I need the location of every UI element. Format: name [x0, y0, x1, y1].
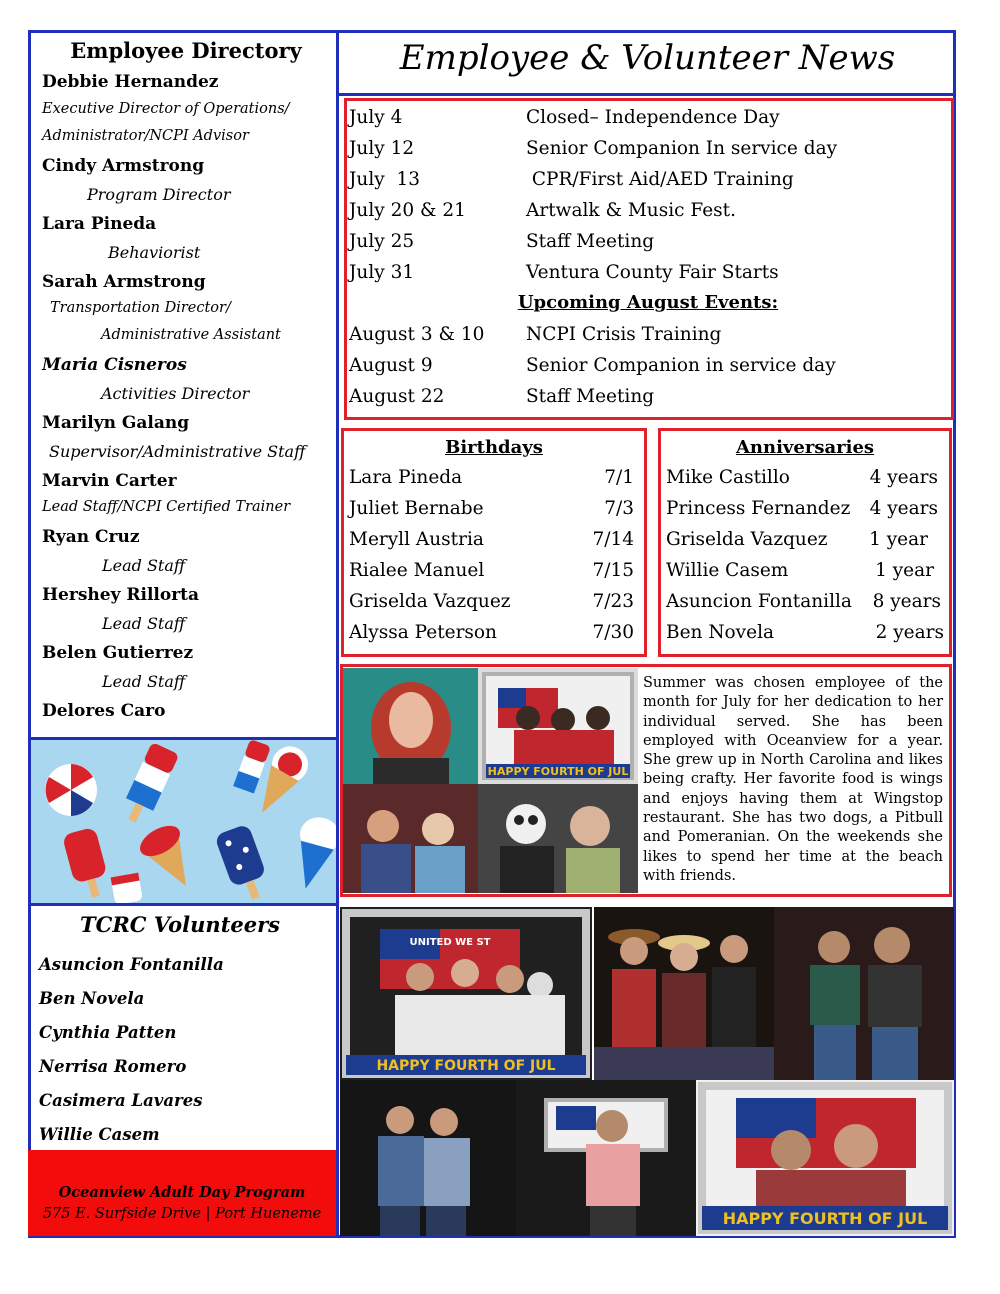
- volunteer-name: Asuncion Fontanilla: [39, 955, 224, 974]
- volunteer-name: Casimera Lavares: [39, 1091, 203, 1110]
- anniversary-years: 4 years: [869, 498, 938, 519]
- feature-text: Summer was chosen employee of the month for July for her dedication to her individual served. She has been employed with Oceanview for a year. She grew up in North Carolina and likes being crafty. Her favorite food is wings and enjoys having them at Wingstop restaurant. She has two dogs, a Pitbull and Pomeranian. On the weekends she likes to spend her time at the beach with friends.: [643, 675, 943, 884]
- birthday-name: Alyssa Peterson: [349, 622, 497, 643]
- staff-name: Delores Caro: [42, 701, 166, 721]
- staff-role: Lead Staff: [102, 614, 186, 633]
- group-photo: [478, 784, 638, 893]
- group-photo: [696, 1080, 954, 1236]
- staff-name: Lara Pineda: [42, 214, 157, 234]
- staff-role: Administrator/NCPI Advisor: [42, 128, 249, 144]
- event-desc: NCPI Crisis Training: [526, 324, 722, 345]
- august-heading: Upcoming August Events:: [517, 292, 779, 313]
- event-desc: Ventura County Fair Starts: [526, 262, 779, 283]
- popsicle-illustration: [31, 740, 336, 903]
- staff-role: Activities Director: [101, 384, 250, 403]
- birthday-name: Juliet Bernabe: [349, 498, 484, 519]
- page-title: Employee & Volunteer News: [339, 30, 956, 96]
- employee-photo: [343, 668, 478, 784]
- birthday-name: Rialee Manuel: [349, 560, 485, 581]
- svg-text:HAPPY FOURTH OF JUL: HAPPY FOURTH OF JUL: [487, 765, 629, 778]
- staff-name: Hershey Rillorta: [42, 585, 200, 605]
- footer-org: Oceanview Adult Day Program: [58, 1184, 306, 1201]
- staff-name: Sarah Armstrong: [42, 272, 206, 292]
- anniversary-years: 1 year: [869, 529, 928, 550]
- birthday-date: 7/23: [592, 591, 634, 612]
- anniversary-years: 4 years: [869, 467, 938, 488]
- volunteer-name: Cynthia Patten: [39, 1023, 177, 1042]
- staff-name: Maria Cisneros: [42, 355, 187, 375]
- event-date: July 12: [349, 138, 415, 159]
- staff-name: Belen Gutierrez: [42, 643, 194, 663]
- directory-title: Employee Directory: [70, 38, 302, 63]
- staff-role: Lead Staff/NCPI Certified Trainer: [42, 499, 291, 515]
- staff-name: Debbie Hernandez: [42, 72, 219, 92]
- anniversary-name: Mike Castillo: [666, 467, 790, 488]
- group-photo: [343, 784, 478, 893]
- staff-role: Program Director: [87, 185, 231, 204]
- event-desc: Staff Meeting: [526, 386, 655, 407]
- event-desc: CPR/First Aid/AED Training: [526, 169, 794, 190]
- staff-name: Marilyn Galang: [42, 413, 190, 433]
- anniversary-name: Asuncion Fontanilla: [666, 591, 852, 612]
- event-date: July 20 & 21: [349, 200, 466, 221]
- staff-role: Supervisor/Administrative Staff: [49, 442, 306, 461]
- staff-name: Cindy Armstrong: [42, 156, 205, 176]
- event-date: July 25: [349, 231, 415, 252]
- birthday-name: Lara Pineda: [349, 467, 463, 488]
- anniversary-years: 2 years: [875, 622, 944, 643]
- birthday-date: 7/30: [592, 622, 634, 643]
- birthday-date: 7/15: [592, 560, 634, 581]
- birthday-date: 7/3: [604, 498, 634, 519]
- birthday-date: 7/14: [592, 529, 634, 550]
- staff-role: Administrative Assistant: [101, 327, 281, 343]
- staff-name: Ryan Cruz: [42, 527, 140, 547]
- column-divider: [336, 30, 339, 1238]
- staff-role: Lead Staff: [102, 672, 186, 691]
- birthday-name: Griselda Vazquez: [349, 591, 511, 612]
- group-photo: [340, 1080, 516, 1236]
- birthday-name: Meryll Austria: [349, 529, 484, 550]
- group-photo: [340, 907, 592, 1080]
- anniversary-years: 1 year: [875, 560, 934, 581]
- group-photo: [478, 668, 638, 784]
- birthday-date: 7/1: [604, 467, 634, 488]
- anniversary-name: Ben Novela: [666, 622, 775, 643]
- left-divider: [28, 903, 338, 906]
- group-photo: [516, 1080, 696, 1236]
- birthdays-heading: Birthdays: [445, 437, 543, 458]
- event-desc: Artwalk & Music Fest.: [526, 200, 736, 221]
- event-date: July 13: [349, 169, 421, 190]
- anniversary-name: Willie Casem: [666, 560, 789, 581]
- staff-role: Lead Staff: [102, 556, 186, 575]
- svg-text:UNITED WE ST: UNITED WE ST: [409, 937, 491, 948]
- staff-role: Behaviorist: [108, 243, 201, 262]
- volunteer-name: Nerrisa Romero: [39, 1057, 187, 1076]
- anniversary-name: Griselda Vazquez: [666, 529, 828, 550]
- event-date: July 4: [349, 107, 403, 128]
- volunteers-title: TCRC Volunteers: [79, 912, 280, 937]
- event-desc: Staff Meeting: [526, 231, 655, 252]
- anniversary-name: Princess Fernandez: [666, 498, 851, 519]
- event-desc: Closed– Independence Day: [526, 107, 780, 128]
- event-date: August 3 & 10: [349, 324, 485, 345]
- footer-address: 575 E. Surfside Drive | Port Hueneme: [42, 1206, 322, 1222]
- volunteer-name: Ben Novela: [39, 989, 145, 1008]
- svg-text:HAPPY FOURTH OF JUL: HAPPY FOURTH OF JUL: [376, 1058, 556, 1074]
- event-date: August 9: [349, 355, 433, 376]
- event-desc: Senior Companion In service day: [526, 138, 838, 159]
- group-photo: [774, 907, 954, 1080]
- staff-role: Executive Director of Operations/: [42, 101, 290, 117]
- svg-text:HAPPY FOURTH OF JUL: HAPPY FOURTH OF JUL: [722, 1209, 928, 1228]
- group-photo: [594, 907, 774, 1080]
- event-date: July 31: [349, 262, 415, 283]
- anniversaries-heading: Anniversaries: [735, 437, 875, 458]
- event-desc: Senior Companion in service day: [526, 355, 836, 376]
- staff-name: Marvin Carter: [42, 471, 177, 491]
- staff-role: Transportation Director/: [50, 300, 231, 316]
- anniversary-years: 8 years: [872, 591, 941, 612]
- volunteer-name: Willie Casem: [39, 1125, 160, 1144]
- event-date: August 22: [349, 386, 445, 407]
